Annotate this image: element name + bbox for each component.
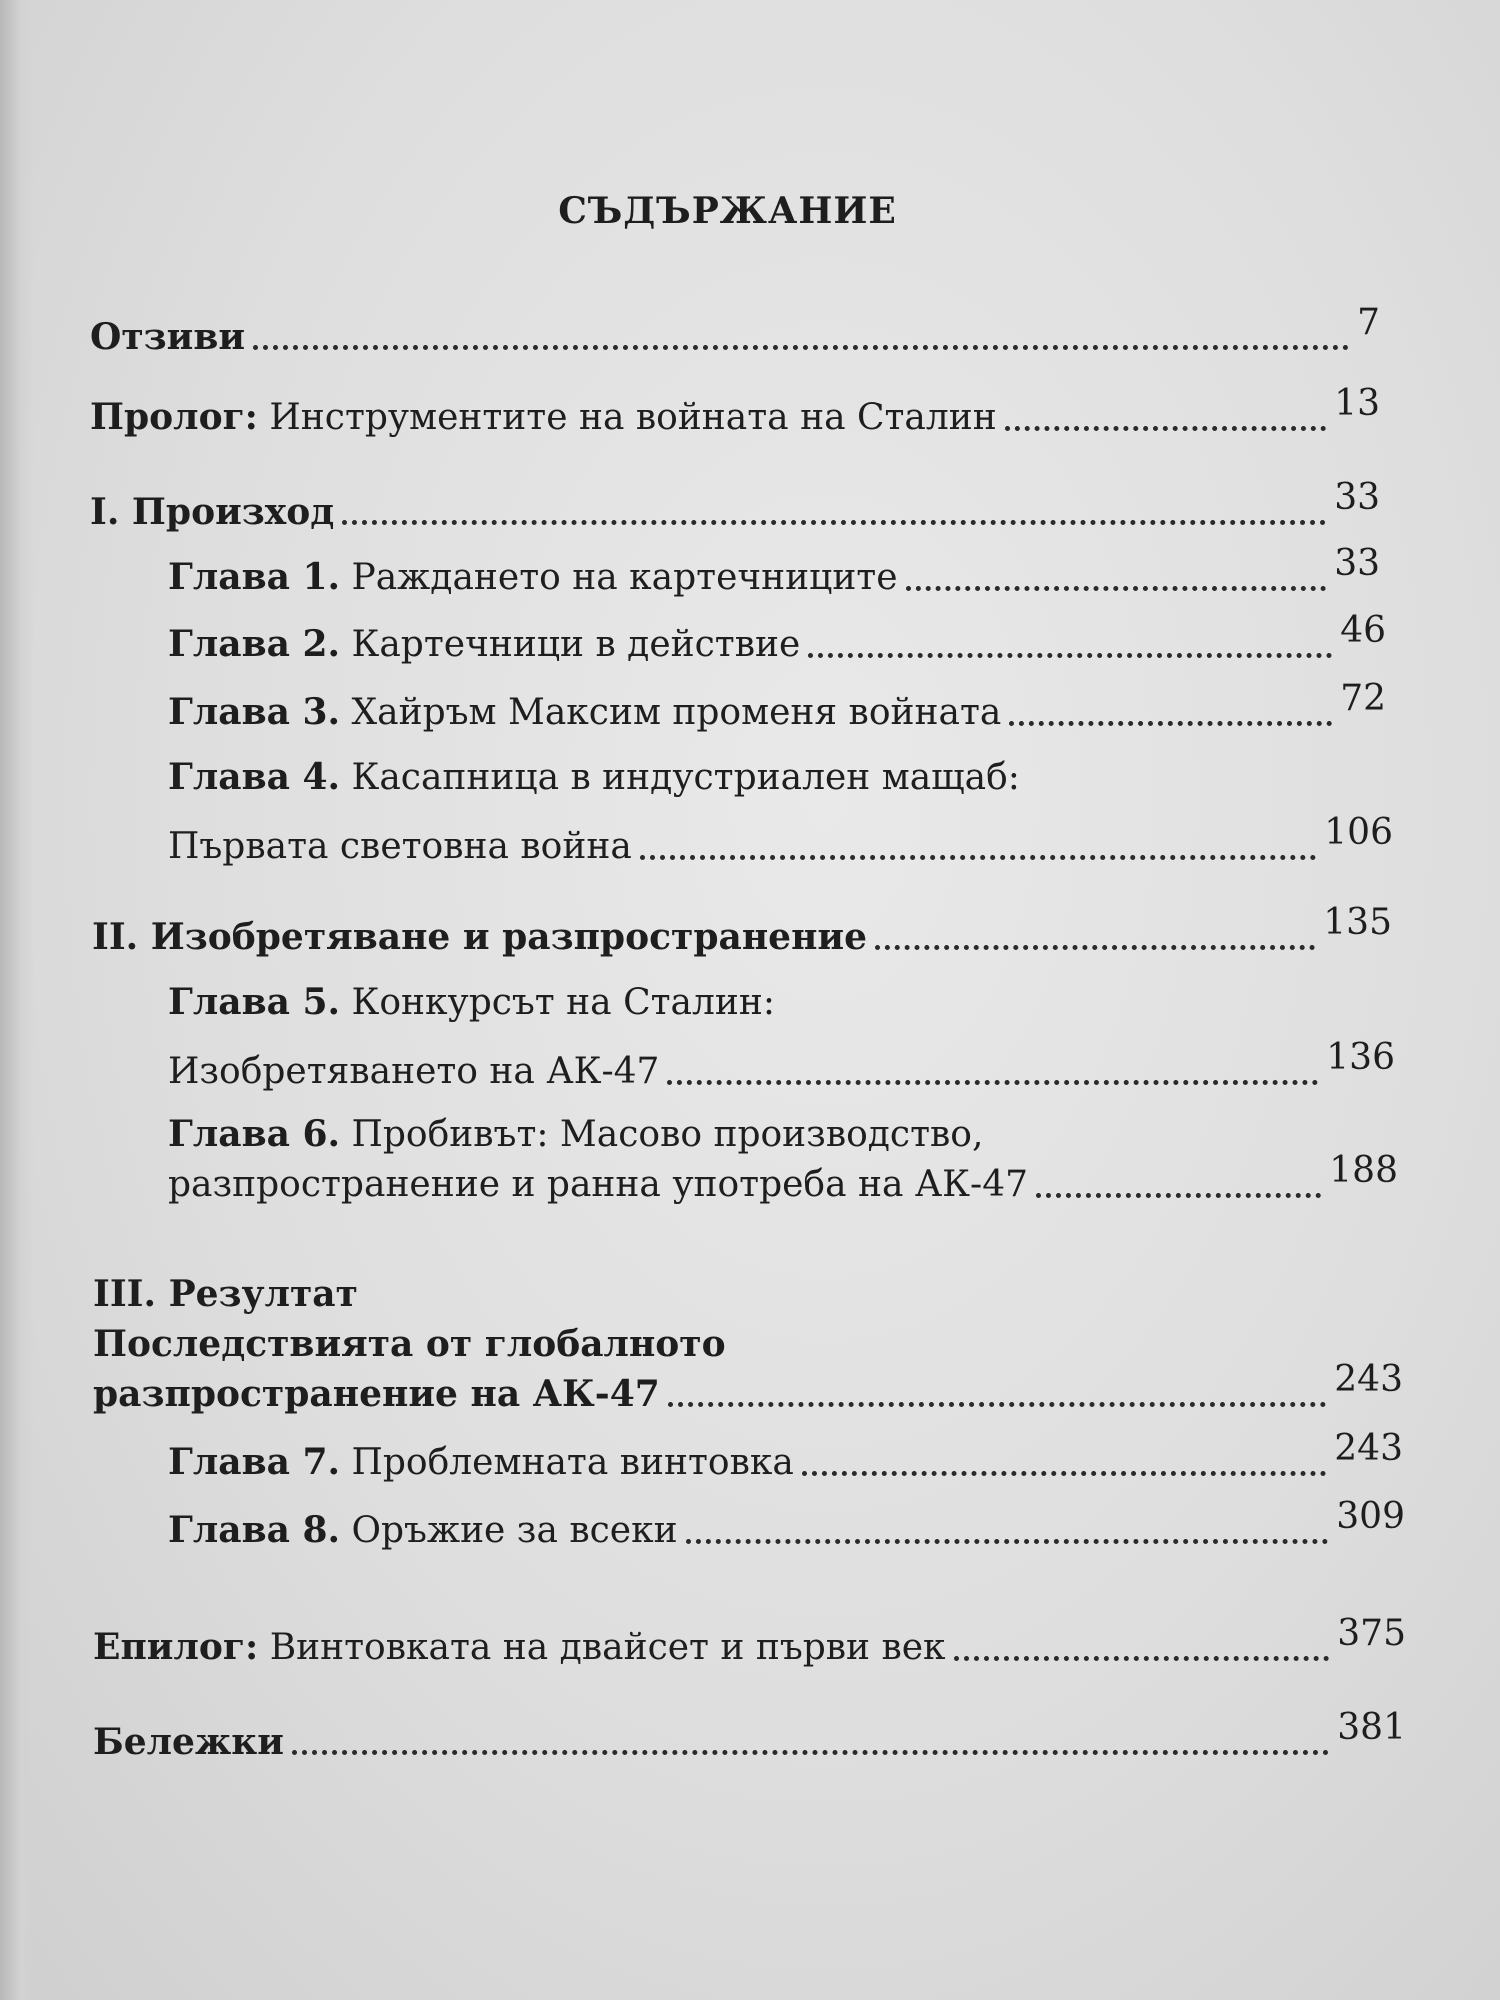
dot-leader [292,1750,1329,1755]
entry-label [168,622,800,667]
toc-entry-chapter-2 [168,610,1386,667]
dot-leader [906,586,1327,591]
dot-leader [342,520,1326,525]
page-number: 243 [1334,1359,1403,1400]
entry-prefix: Глава 6. [168,1113,341,1155]
page-number: 72 [1340,678,1386,719]
dot-leader [802,1471,1326,1476]
entry-text: Проблемната винтовка [351,1442,794,1483]
toc-title: СЪДЪРЖАНИЕ [558,190,897,232]
entry-label [90,395,997,440]
toc-entry-notes [93,1707,1406,1764]
entry-label: I. Произход [90,491,335,533]
toc-entry-part-3-line-1: III. Резултат [93,1273,358,1315]
entry-text: Първата световна война [168,826,632,867]
page-number: 309 [1336,1496,1405,1537]
entry-label [168,1508,678,1553]
page-number: 375 [1337,1613,1406,1654]
entry-label: Бележки [93,1721,285,1763]
entry-prefix: Глава 4. [168,756,341,798]
dot-leader [253,345,1349,350]
entry-text: Изобретяването на АК-47 [168,1051,660,1092]
entry-label [168,690,1001,735]
dot-leader [668,1402,1326,1407]
page-number: 7 [1357,302,1380,343]
dot-leader [640,855,1317,860]
toc-entry-chapter-5 [168,1037,1395,1094]
page-number: 46 [1340,610,1386,651]
entry-label: Отзиви [90,316,246,358]
entry-text: Конкурсът на Сталин: [351,982,775,1023]
toc-entry-epilogue [93,1613,1406,1670]
toc-entry-reviews [90,302,1380,359]
toc-entry-part-3 [93,1359,1403,1416]
dot-leader [686,1539,1329,1544]
entry-text: Хайръм Максим променя войната [351,692,1002,733]
entry-text: Инструментите на войната на Сталин [269,397,997,438]
toc-entry-chapter-4-line-1 [168,755,1020,800]
toc-entry-part-3-line-2: Последствията от глобалното [93,1323,726,1365]
entry-label [93,1625,946,1670]
toc-entry-chapter-6-line-1 [168,1112,983,1157]
dot-leader [1009,721,1332,726]
page-number: 33 [1334,543,1380,584]
toc-entry-part-2 [92,902,1392,959]
entry-text: Картечници в действие [351,624,801,665]
entry-text: Оръжие за всеки [351,1510,678,1551]
entry-prefix: Пролог: [90,396,258,438]
entry-label: II. Изобретяване и разпространение [92,916,868,958]
toc-entry-chapter-7 [168,1428,1403,1485]
dot-leader [875,945,1315,950]
entry-prefix: Епилог: [93,1626,259,1668]
toc-entry-chapter-6 [168,1150,1398,1207]
entry-label [168,1440,794,1485]
toc-entry-part-1 [90,477,1380,534]
toc-entry-chapter-1 [168,543,1380,600]
page-number: 135 [1323,902,1392,943]
entry-text: Винтовката на двайсет и първи век [269,1627,946,1668]
entry-prefix: Глава 2. [168,623,341,665]
dot-leader [1036,1193,1321,1198]
page-number: 243 [1334,1428,1403,1469]
entry-prefix: Глава 1. [168,556,341,598]
entry-prefix: Глава 3. [168,691,341,733]
dot-leader [1005,426,1326,431]
entry-text: Касапница в индустриален мащаб: [351,757,1020,798]
toc-entry-chapter-3 [168,678,1386,735]
entry-prefix: Глава 7. [168,1441,341,1483]
page-number: 381 [1337,1707,1406,1748]
entry-prefix: Глава 5. [168,981,341,1023]
entry-label: разпространение на АК-47 [93,1373,660,1415]
dot-leader [667,1080,1318,1085]
page-number: 188 [1329,1150,1398,1191]
page-number: 106 [1324,812,1393,853]
entry-text: разпространение и ранна употреба на АК-47 [168,1164,1029,1205]
toc-entry-chapter-4 [168,812,1393,869]
entry-text: Пробивът: Масово производство, [351,1114,984,1155]
dot-leader [808,653,1332,658]
page-number: 33 [1334,477,1380,518]
entry-label [168,555,898,600]
toc-entry-chapter-5-line-1 [168,980,775,1025]
entry-prefix: Глава 8. [168,1509,341,1551]
toc-entry-prologue [90,383,1380,440]
dot-leader [954,1656,1330,1661]
page-edge-shadow [0,0,34,2000]
page-number: 136 [1326,1037,1395,1078]
entry-text: Раждането на картечниците [351,557,898,598]
page-number: 13 [1334,383,1380,424]
toc-entry-chapter-8 [168,1496,1405,1553]
